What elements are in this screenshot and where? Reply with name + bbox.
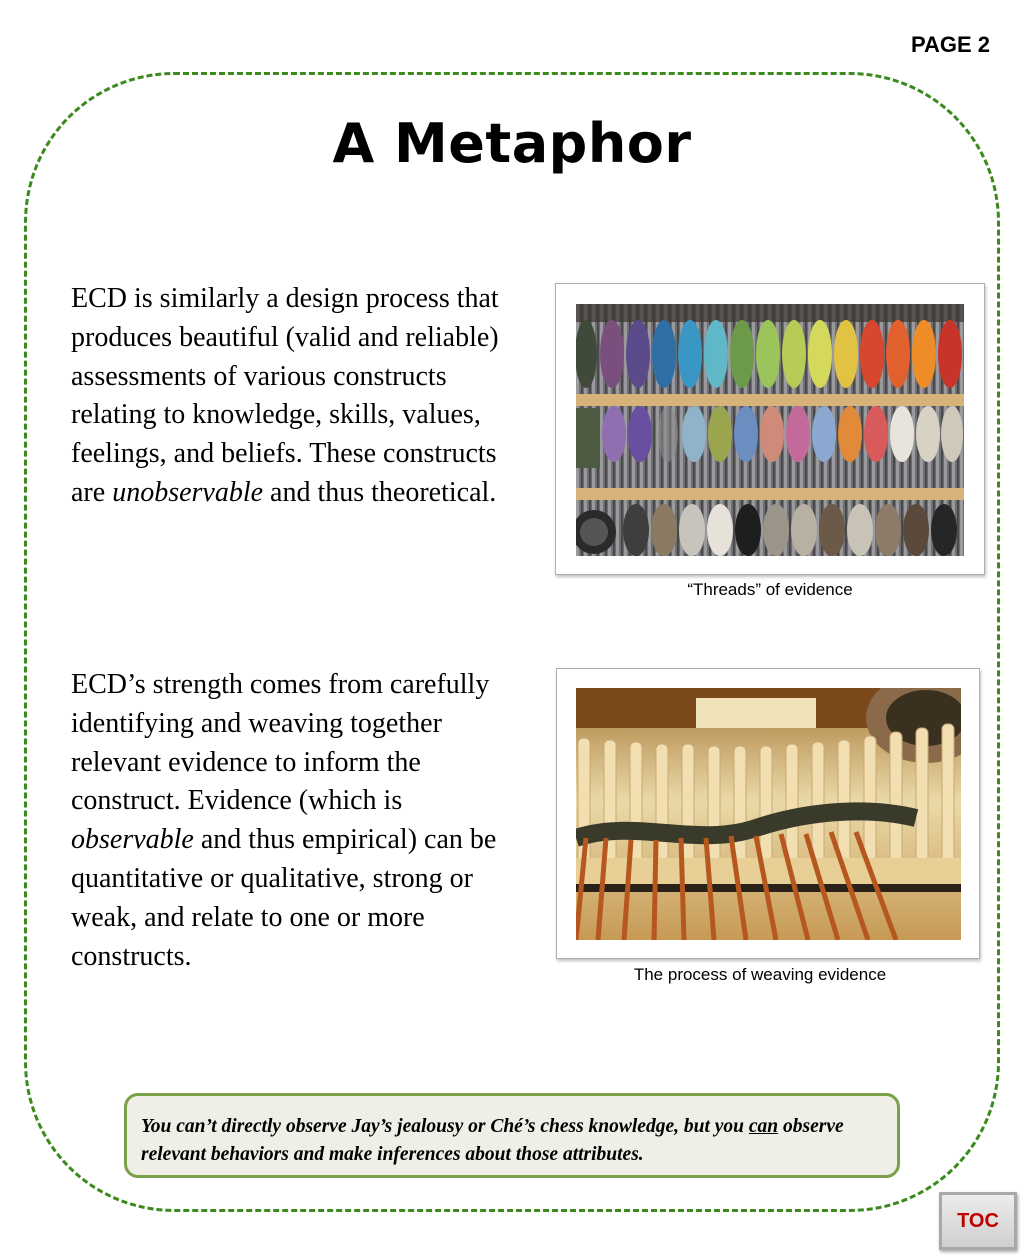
- paragraph-evidence: ECD’s strength comes from carefully identifying and weaving together relevant evidence to inform the construct. Evidence (which is observable and thus empirical) can be quantitative or qualitative, strong or weak, and relate to one or more constructs.: [71, 669, 497, 972]
- weaving-photo-frame: [556, 668, 980, 959]
- weaving-photo: [576, 688, 961, 940]
- yarn-photo: [576, 304, 964, 556]
- toc-button[interactable]: TOC: [939, 1192, 1017, 1250]
- unobservable-emphasis: unobservable: [112, 476, 264, 508]
- callout-box: You can’t directly observe Jay’s jealousy or Ché’s chess knowledge, but you can observe relevant behaviors and make inferences about those attributes.: [124, 1093, 900, 1178]
- page-frame: [24, 72, 1000, 1212]
- caption-weaving-evidence: The process of weaving evidence: [633, 965, 887, 984]
- observable-emphasis: observable: [71, 824, 194, 856]
- can-underlined: can: [748, 1116, 779, 1137]
- page-number: PAGE 2: [910, 32, 990, 57]
- yarn-photo-frame: [555, 283, 985, 575]
- caption-threads-of-evidence: “Threads” of evidence: [687, 580, 853, 599]
- page-title: A Metaphor: [332, 112, 692, 175]
- paragraph-constructs: ECD is similarly a design process that produces beautiful (valid and reliable) assessments of various constructs relating to knowledge, skills, values, feelings, and beliefs. These constructs are unobservable and thus theoretical.: [71, 283, 499, 508]
